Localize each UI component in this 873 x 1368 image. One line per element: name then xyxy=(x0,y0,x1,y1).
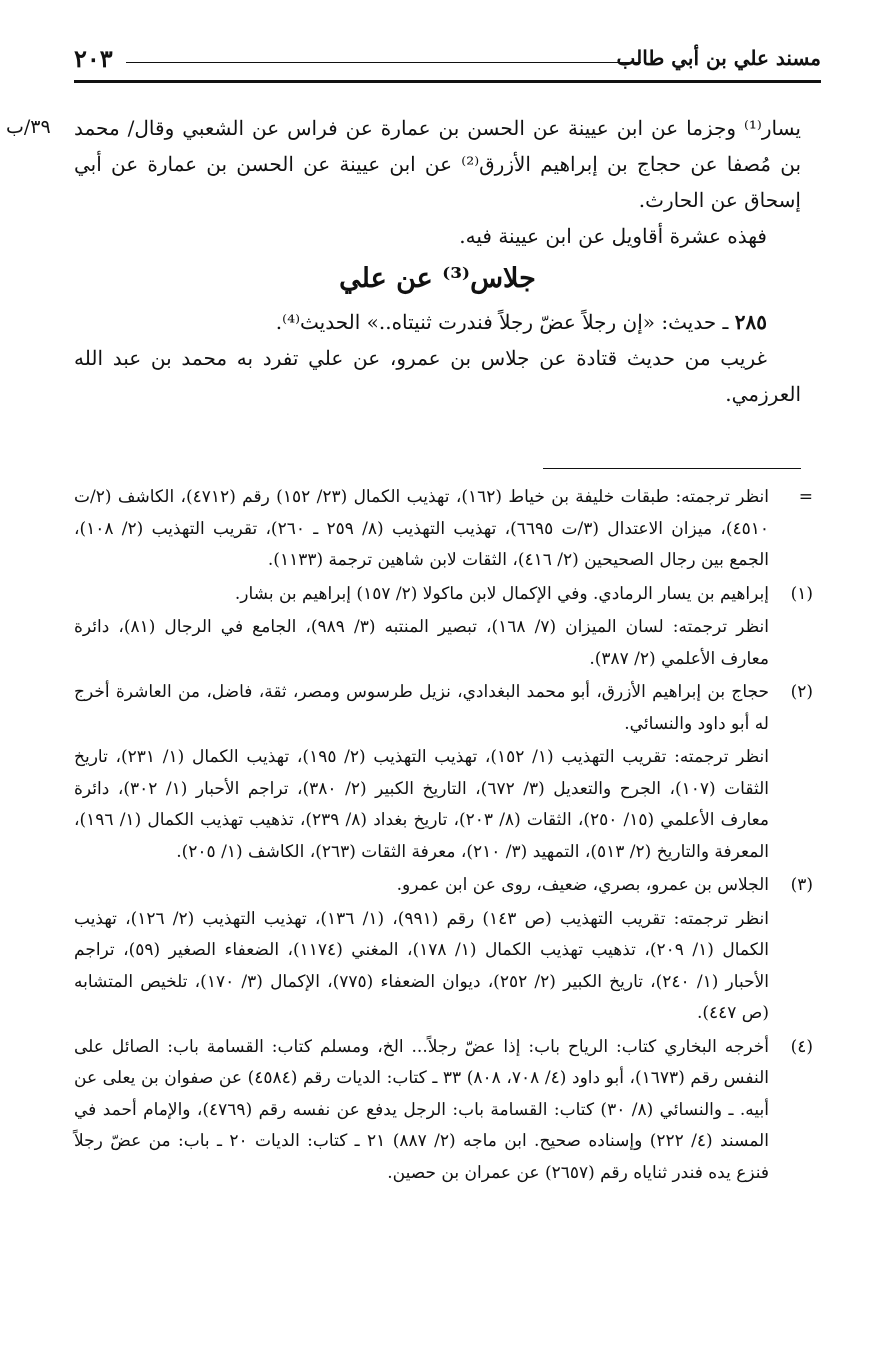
footnote-mark: (٤) xyxy=(790,1036,813,1057)
main-text xyxy=(74,110,801,412)
page-number: ٢٠٣ xyxy=(74,44,113,73)
footnote-3 xyxy=(74,870,813,1032)
footnote-mark: = xyxy=(798,487,813,507)
footnote-paragraph: أخرجه البخاري كتاب: الرياح باب: إذا عضّ رجلاً... الخ، ومسلم كتاب: القسامة باب: الصائل على النفس رقم (١٦٧٣)، أبو داود (٤/ ٧٠٨، ٨٠٨) ٣٣ ـ كتاب: الديات رقم (٤٥٨٤) عن صفوان بن يعلى عن أبيه. ـ والنسائي (٨/ ٣٠) كتاب: القسامة باب: الرجل يدفع عن نفسه رقم (٤٧٦٩)، والإمام أحمد في المسند (٤/ ٢٢٢) وإسناده صحيح. ابن ماجه (٢/ ٨٨٧) ٢١ ـ كتاب: الديات ٢٠ ـ باب: من عضّ رجلاً فنزع يده فندر ثناياه رقم (٢٦٥٧) عن عمران بن حصين. xyxy=(74,1036,769,1183)
folio-marker: ٣٩/ب xyxy=(6,116,51,138)
footnote-separator xyxy=(543,468,801,469)
footnote-paragraph: انظر ترجمته: تقريب التهذيب (ص ١٤٣) رقم (٩٩١)، (١/ ١٣٦)، تهذيب التهذيب (٢/ ١٢٦)، تهذيب الكمال (١/ ٢٠٩)، تذهيب تهذيب الكمال (١/ ١٧٨)، المغني (١١٧٤)، الضعفاء الصغير (٥٩)، تراجم الأحبار (١/ ٢٤٠)، تاريخ الكبير (٢/ ٢٥٢)، ديوان الضعفاء (٧٧٥)، الإكمال (٣/ ١٧٠)، تلخيص المتشابه (ص ٤٤٧). xyxy=(74,908,770,1023)
running-header xyxy=(74,40,821,83)
footnote-paragraph: حجاج بن إبراهيم الأزرق، أبو محمد البغدادي، نزيل طرسوس ومصر، ثقة، فاضل، من العاشرة أخرج له أبو داود والنسائي. xyxy=(74,682,769,734)
hadith-line xyxy=(74,304,801,340)
footnote-mark: (٣) xyxy=(790,875,813,895)
footnote-paragraph: انظر ترجمته: تقريب التهذيب (١/ ١٥٢)، تهذيب التهذيب (٢/ ١٩٥)، تهذيب الكمال (١/ ٢٣١)، تاريخ الثقات (١٠٧)، الجرح والتعديل (٣/ ٦٧٢)، التاريخ الكبير (٢/ ٣٨٠)، تراجم الأحبار (١/ ٣٠٢)، دائرة معارف الأعلمي (١٥/ ٢٥٠)، الثقات (٨/ ٢٠٣)، تاريخ بغداد (٨/ ٢٣٩)، تذهيب تهذيب الكمال (١/ ١٩٦)، المعرفة والتاريخ (٢/ ٥١٣)، التمهيد (٣/ ٢١٠)، معرفة الثقات (٢٦٣)، الكاشف (١/ ٢٠٥). xyxy=(74,747,769,862)
footnote-mark: (١) xyxy=(790,583,813,604)
body-paragraph-1: يسار⁽¹⁾ وجزما عن ابن عيينة عن الحسن بن عمارة عن فراس عن الشعبي وقال/ محمد بن مُصفا عن حجاج بن إبراهيم الأزرق⁽²⁾ عن ابن عيينة عن الحسن بن عمارة عن أبي إسحاق عن الحارث. xyxy=(74,116,802,212)
footnote-paragraph: انظر ترجمته: طبقات خليفة بن خياط (١٦٢)، تهذيب الكمال (٢٣/ ١٥٢) رقم (٤٧١٢)، الكاشف (٢/ت ٤٥١٠)، ميزان الاعتدال (٣/ت ٦٦٩٥)، تهذيب التهذيب (٨/ ٢٥٩ ـ ٢٦٠)، تقريب التهذيب (٢/ ١٠٨)، الجمع بين رجال الصحيحين (٢/ ٤١٦)، الثقات لابن شاهين ترجمة (١١٣٣). xyxy=(74,487,769,570)
footnote-mark: (٢) xyxy=(790,682,813,702)
footnote-2 xyxy=(74,677,813,870)
section-heading: جلاس⁽³⁾ عن علي xyxy=(339,263,536,294)
footnote-paragraph: الجلاس بن عمرو، بصري، ضعيف، روى عن ابن عمرو. xyxy=(396,875,769,895)
body-paragraph-2: فهذه عشرة أقاويل عن ابن عيينة فيه. xyxy=(459,224,767,248)
footnote-continued xyxy=(74,482,813,579)
body-paragraph-3: غريب من حديث قتادة عن جلاس بن عمرو، عن علي تفرد به محمد بن عبد الله العرزمي. xyxy=(74,346,801,406)
footnote-paragraph: انظر ترجمته: لسان الميزان (٧/ ١٦٨)، تبصير المنتبه (٣/ ٩٨٩)، الجامع في الرجال (٨١)، دائرة معارف الأعلمي (٢/ ٣٨٧). xyxy=(74,617,769,669)
header-rule xyxy=(126,62,641,63)
footnotes xyxy=(74,482,813,1191)
footnote-paragraph: إبراهيم بن يسار الرمادي. وفي الإكمال لابن ماكولا (٢/ ١٥٧) إبراهيم بن بشار. xyxy=(234,583,769,604)
header-title: مسند علي بن أبي طالب xyxy=(616,46,821,70)
footnote-4 xyxy=(74,1032,813,1192)
footnote-1 xyxy=(74,579,813,678)
hadith-text: ـ حديث: «إن رجلاً عضّ رجلاً فندرت ثنيتاه..» الحديث⁽⁴⁾. xyxy=(275,310,729,334)
hadith-number: ٢٨٥ xyxy=(734,310,767,334)
